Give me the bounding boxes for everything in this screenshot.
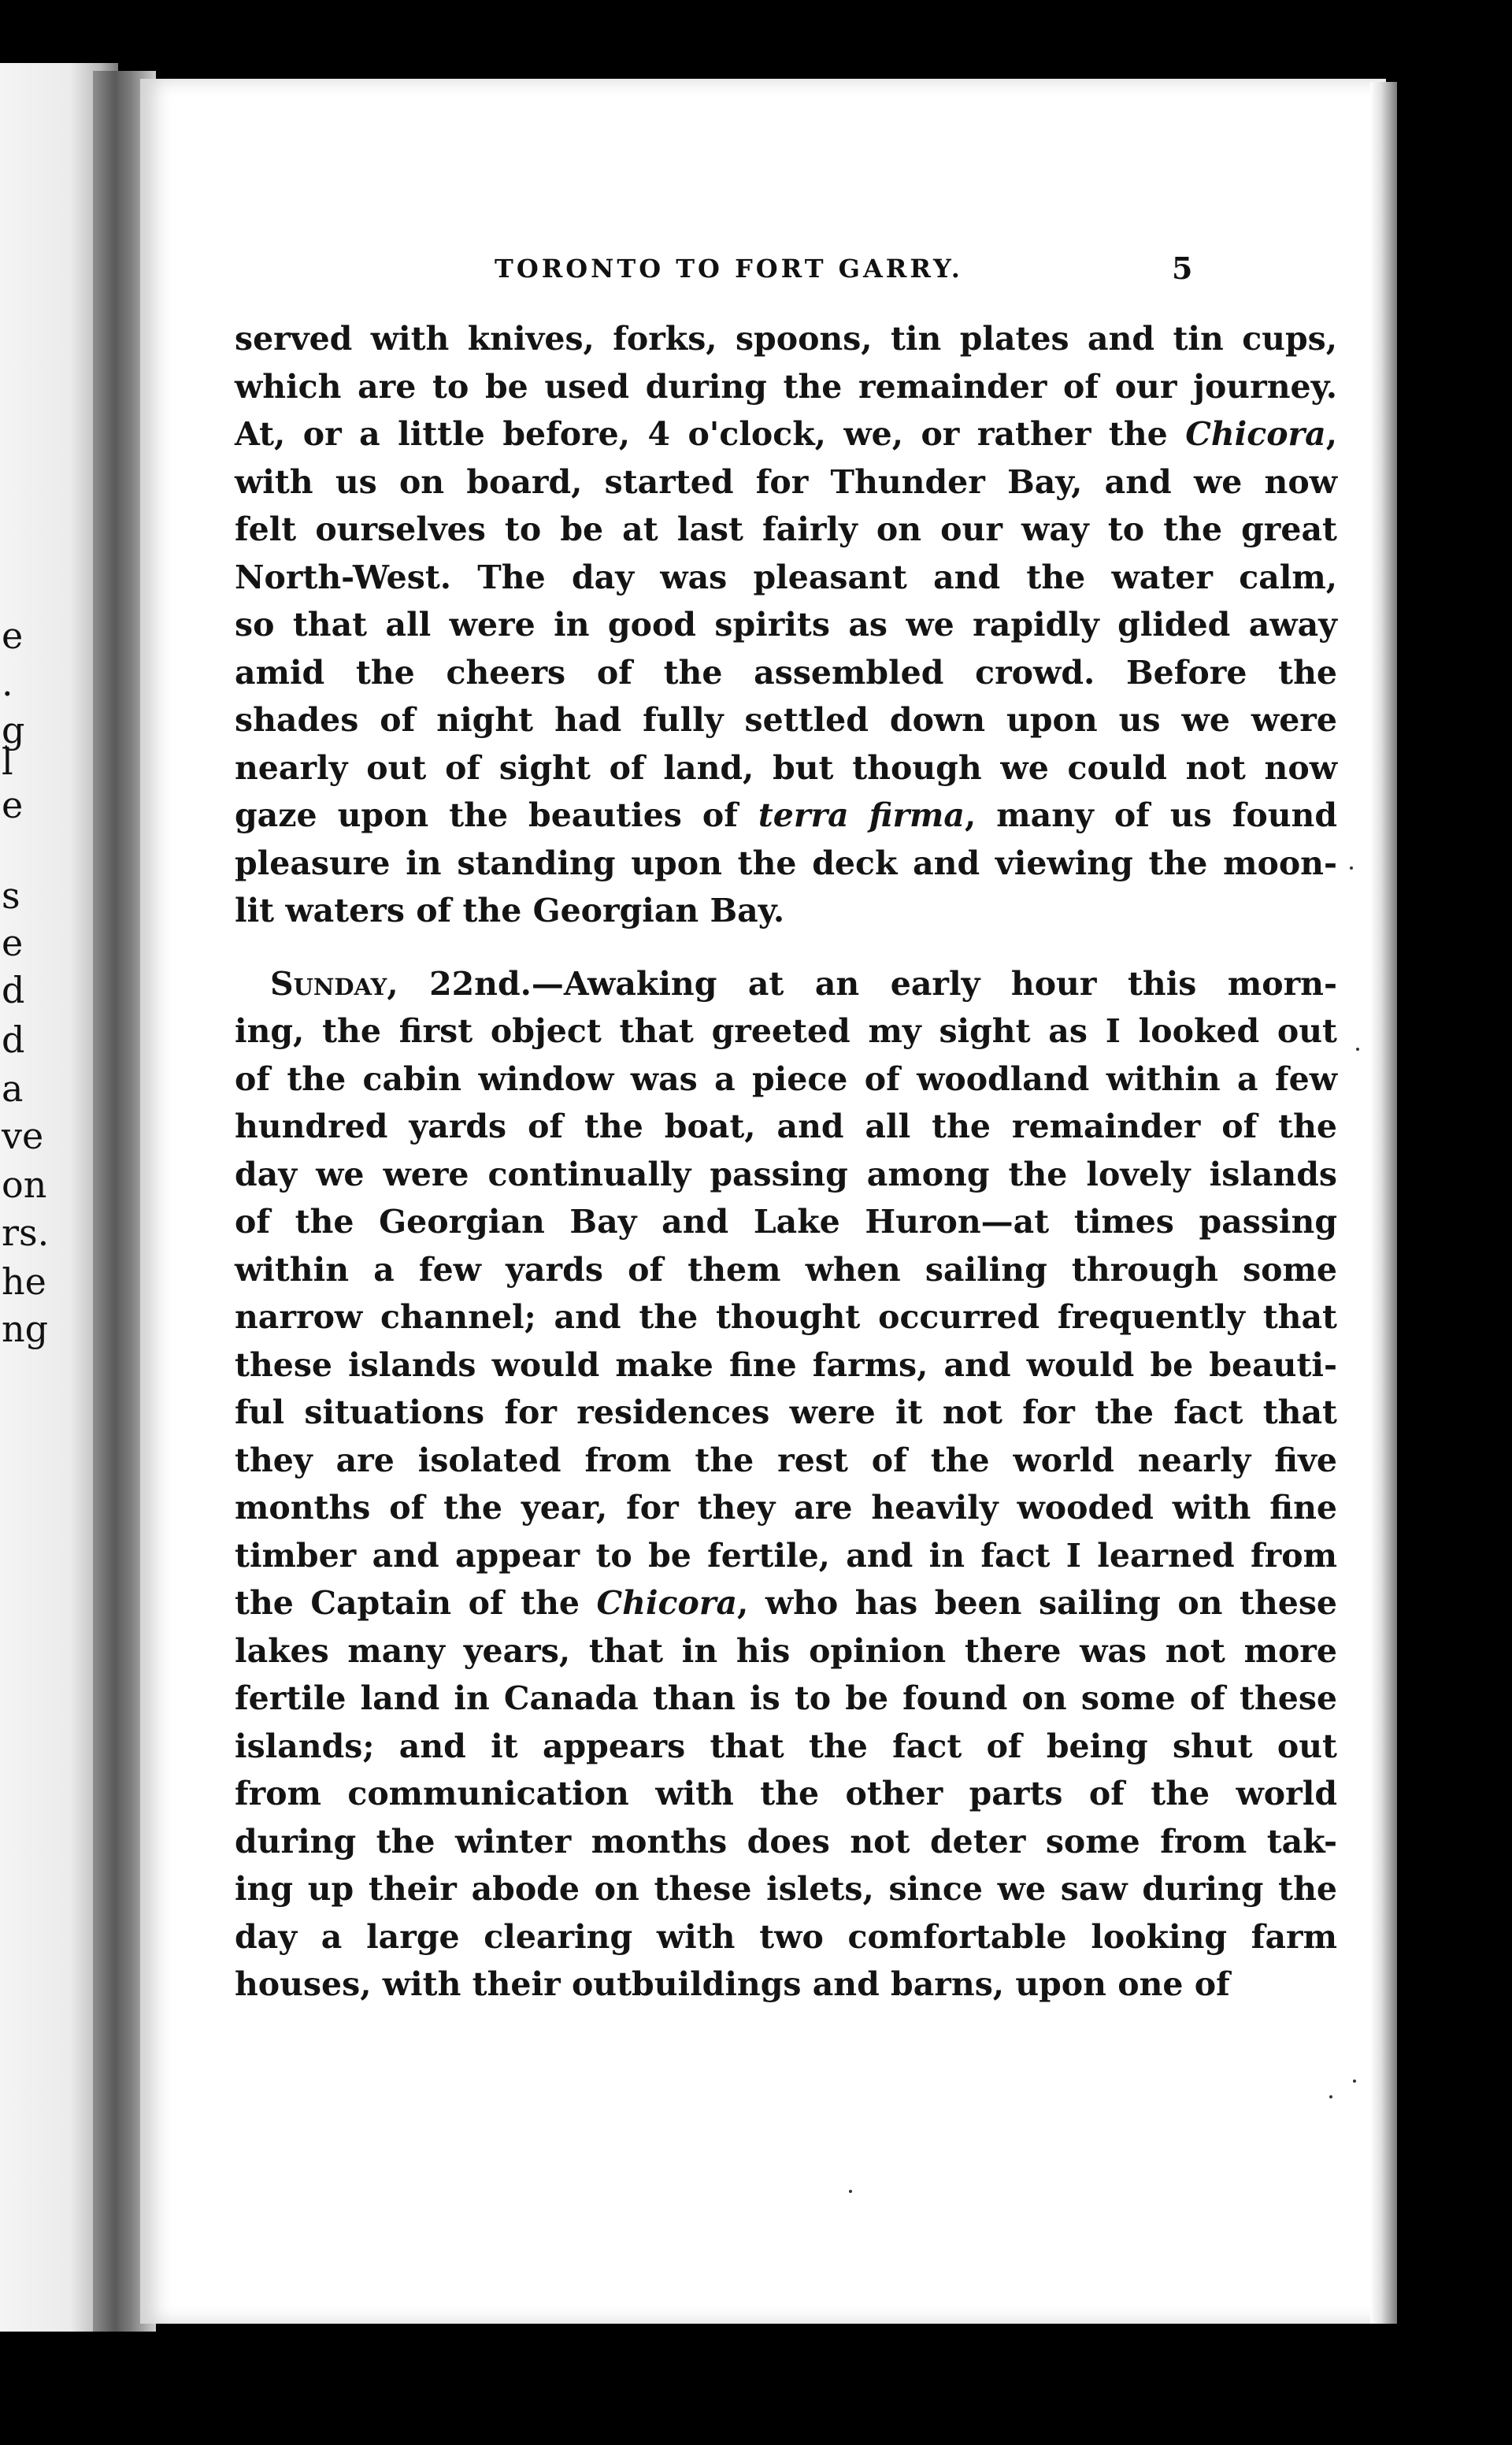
scan-speck xyxy=(1329,2095,1332,2098)
text-line: from communication with the other parts of the world xyxy=(235,1775,1337,1812)
text-line: At, or a little before, 4 o'clock, we, or rather the Chicora, xyxy=(235,415,1337,453)
facing-page-fragment: e xyxy=(2,614,24,657)
facing-page-fragment: e xyxy=(2,784,24,826)
text-line: the Captain of the Chicora, who has been sailing on these xyxy=(235,1584,1338,1622)
facing-page-fragment: e xyxy=(2,922,24,964)
text-line: ful situations for residences were it not for the fact that xyxy=(235,1393,1337,1431)
facing-page-fragment: . xyxy=(2,662,13,704)
scan-speck xyxy=(1353,2080,1356,2083)
page-number: 5 xyxy=(1172,250,1193,286)
italic-phrase: terra firma xyxy=(758,796,965,834)
text-line: served with knives, forks, spoons, tin plates and tin cups, xyxy=(235,320,1337,358)
scan-speck xyxy=(1350,866,1353,870)
facing-page-fragment: l xyxy=(2,740,13,783)
text-line: ing up their abode on these islets, since we saw during the xyxy=(235,1870,1337,1908)
facing-page-fragment: ve xyxy=(2,1115,44,1157)
facing-page-fragment: s xyxy=(2,874,20,917)
page-stack-edge xyxy=(1370,82,1397,2324)
text-line: shades of night had fully settled down upon us we were xyxy=(235,701,1337,739)
paragraph-gap xyxy=(235,935,1337,960)
running-title: TORONTO TO FORT GARRY. xyxy=(495,254,963,284)
italic-phrase: Chicora xyxy=(596,1584,738,1622)
text-line: day we were continually passing among the lovely islands xyxy=(235,1155,1337,1193)
text-line: of the Georgian Bay and Lake Huron—at times passing xyxy=(235,1203,1337,1241)
text-line: hundred yards of the boat, and all the remainder of the xyxy=(235,1107,1337,1145)
text-line: timber and appear to be fertile, and in fact I learned from xyxy=(235,1536,1337,1575)
text-line: nearly out of sight of land, but though we could not now xyxy=(235,748,1337,787)
text-line: ing, the first object that greeted my sight as I looked out xyxy=(235,1012,1337,1050)
facing-page-fragment: d xyxy=(2,1018,25,1061)
text-line: houses, with their outbuildings and barns, upon one of xyxy=(235,1965,1230,2003)
text-line: during the winter months does not deter some from tak- xyxy=(235,1822,1337,1861)
text-line: so that all were in good spirits as we rapidly glided away xyxy=(235,606,1337,644)
facing-page-fragment: ng xyxy=(2,1308,49,1350)
text-line: felt ourselves to be at last fairly on our way to the great xyxy=(235,510,1337,548)
italic-phrase: Chicora xyxy=(1185,415,1326,453)
text-line: lakes many years, that in his opinion there was not more xyxy=(235,1631,1337,1670)
facing-page-fragment: g xyxy=(2,709,25,751)
text-line: islands; and it appears that the fact of being shut out xyxy=(235,1727,1337,1765)
text-line: which are to be used during the remainder of our journey. xyxy=(235,367,1337,406)
text-line: within a few yards of them when sailing through some xyxy=(235,1250,1337,1289)
facing-page-fragment: he xyxy=(2,1260,46,1303)
day-heading: Sunday xyxy=(270,964,387,1003)
scan-speck xyxy=(849,2190,852,2193)
facing-page-fragment: d xyxy=(2,969,25,1011)
facing-page-text-fragments xyxy=(0,63,79,2332)
text-line: these islands would make fine farms, and would be beauti- xyxy=(235,1345,1337,1384)
scan-speck xyxy=(1356,1048,1359,1051)
book-page xyxy=(140,79,1386,2324)
facing-page-fragment: rs. xyxy=(2,1211,50,1254)
text-line: narrow channel; and the thought occurred frequently that xyxy=(235,1298,1337,1336)
text-line: lit waters of the Georgian Bay. xyxy=(235,892,785,929)
text-line: North-West. The day was pleasant and the water calm, xyxy=(235,558,1337,596)
text-line: they are isolated from the rest of the world nearly five xyxy=(235,1441,1337,1479)
text-line: day a large clearing with two comfortable looking farm xyxy=(235,1917,1337,1956)
text-line: months of the year, for they are heavily wooded with fine xyxy=(235,1489,1337,1527)
text-line: with us on board, started for Thunder Bay, and we now xyxy=(235,462,1337,501)
body-text xyxy=(235,315,1337,2009)
text-line: amid the cheers of the assembled crowd. Before the xyxy=(235,653,1337,692)
text-line: pleasure in standing upon the deck and viewing the moon- xyxy=(235,844,1337,882)
facing-page-fragment: a xyxy=(2,1067,24,1110)
text-line: Sunday, 22nd.—Awaking at an early hour this morn- xyxy=(270,964,1337,1003)
text-line: gaze upon the beauties of terra firma, many of us found xyxy=(235,796,1337,834)
text-line: fertile land in Canada than is to be found on some of these xyxy=(235,1679,1337,1717)
running-header xyxy=(140,250,1386,301)
text-line: of the cabin window was a piece of woodland within a few xyxy=(235,1059,1337,1098)
facing-page-fragment: on xyxy=(2,1163,47,1206)
